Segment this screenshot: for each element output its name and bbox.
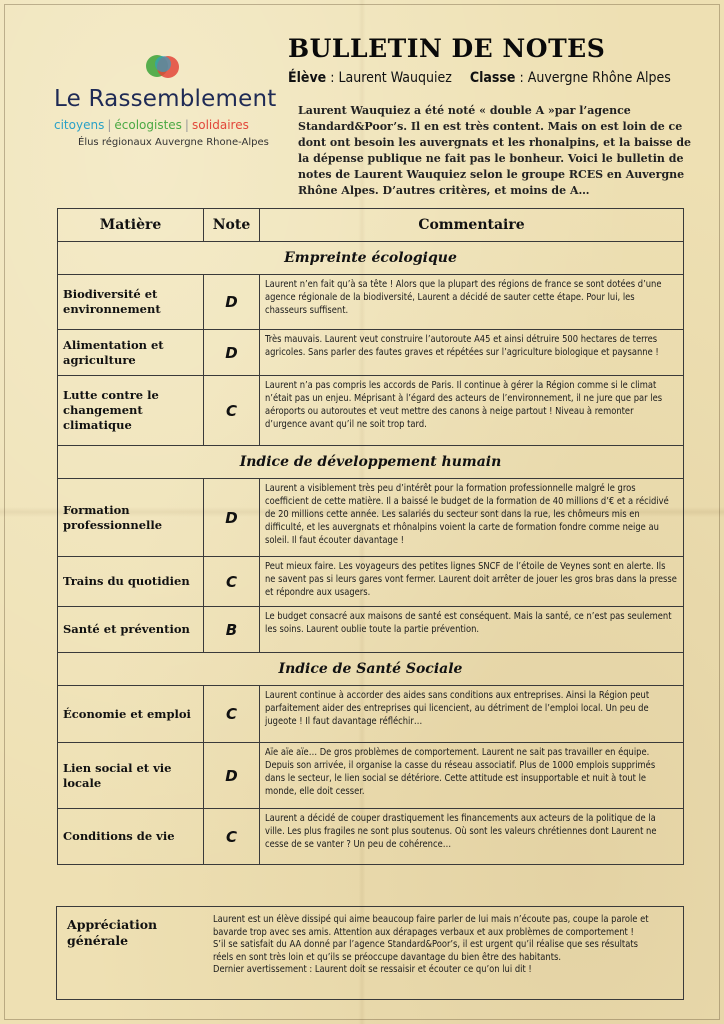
section-title: Empreinte écologique bbox=[58, 242, 684, 275]
grade-cell: B bbox=[204, 607, 260, 653]
grade-cell: D bbox=[204, 479, 260, 557]
comment-cell: Laurent a décidé de couper drastiquement les financements aux acteurs de la politique de la ville. Les plus fragiles ne sont plus soutenus. Où sont les valeurs chrétiennes dont Laurent ne cesse de se vanter ? Un peu de cohérence… bbox=[260, 809, 684, 865]
table-row bbox=[58, 607, 684, 653]
table-row bbox=[58, 330, 684, 376]
grade-cell: D bbox=[204, 743, 260, 809]
grade-cell: D bbox=[204, 275, 260, 330]
table-row bbox=[58, 376, 684, 446]
table-row bbox=[58, 743, 684, 809]
grade-cell: C bbox=[204, 809, 260, 865]
subject-cell: Conditions de vie bbox=[58, 809, 204, 865]
appreciation-label: Appréciation générale bbox=[67, 917, 158, 948]
appreciation-line: Laurent est un élève dissipé qui aime beaucoup faire parler de lui mais n’écoute pas, coupe la parole et bbox=[213, 914, 649, 925]
grade-cell: C bbox=[204, 557, 260, 607]
grade-cell: C bbox=[204, 376, 260, 446]
comment-cell: Aïe aïe aïe… De gros problèmes de comportement. Laurent ne sait pas travailler en équipe. Depuis son arrivée, il organise la casse du réseau associatif. Plus de 1000 emplois supprimés dans le secteur, le lien social se détériore. Cette attitude est insupportable et nuit à tout le monde, elle doit cesser. bbox=[260, 743, 684, 809]
logo-subtitle: Élus régionaux Auvergne Rhone-Alpes bbox=[78, 137, 269, 148]
subject-cell: Biodiversité et environnement bbox=[58, 275, 204, 330]
comment-cell: Laurent a visiblement très peu d’intérêt pour la formation professionnelle malgré le gros coefficient de cette matière. Il a baissé le budget de la formation de 40 millions d’€ et a récidivé de 20 millions cette année. Les salariés du secteur sont dans la rue, les chômeurs mis en difficulté, et les auvergnats et rhônalpins voient la carte de formation fondre comme neige au soleil. Il faut écouter davantage ! bbox=[260, 479, 684, 557]
tagline: citoyens | écologistes | solidaires bbox=[54, 118, 249, 132]
org-name: Le Rassemblement bbox=[54, 86, 277, 112]
subject-cell: Économie et emploi bbox=[58, 686, 204, 743]
subject-cell: Formation professionnelle bbox=[58, 479, 204, 557]
comment-cell: Laurent n’en fait qu’à sa tête ! Alors que la plupart des régions de france se sont dotées d’une agence régionale de la biodiversité, Laurent a décidé de sauter cette étape. Pour lui, les chasseurs suffisent. bbox=[260, 275, 684, 330]
table-header-row bbox=[58, 209, 684, 242]
header-subject: Matière bbox=[58, 209, 204, 242]
tagline-citoyens: citoyens bbox=[54, 118, 105, 132]
section-header bbox=[58, 242, 684, 275]
class-name: Auvergne Rhône Alpes bbox=[527, 70, 671, 86]
logo-circles-icon bbox=[144, 50, 184, 86]
student-name: Laurent Wauquiez bbox=[338, 70, 452, 86]
student-line: Élève : Laurent Wauquiez Classe : Auvergne Rhône Alpes bbox=[288, 70, 671, 86]
comment-cell: Très mauvais. Laurent veut construire l’autoroute A45 et ainsi détruire 500 hectares de terres agricoles. Sans parler des fautes graves et répétées sur l’agriculture biologique et paysanne ! bbox=[260, 330, 684, 376]
subject-cell: Santé et prévention bbox=[58, 607, 204, 653]
table-row bbox=[58, 479, 684, 557]
grade-cell: D bbox=[204, 330, 260, 376]
appreciation-text bbox=[213, 914, 673, 977]
section-title: Indice de Santé Sociale bbox=[58, 653, 684, 686]
section-header bbox=[58, 653, 684, 686]
tagline-solidaires: solidaires bbox=[191, 118, 249, 132]
section-header bbox=[58, 446, 684, 479]
subject-cell: Alimentation et agriculture bbox=[58, 330, 204, 376]
appreciation-line: S’il se satisfait du AA donné par l’agence Standard&Poor’s, il est urgent qu’il réalise que ses résultats bbox=[213, 939, 638, 950]
intro-text: Laurent Wauquiez a été noté « double A »par l’agence Standard&Poor’s. Il en est très content. Mais on est loin de ce dont ont besoin les auvergnats et les rhonalpins, et la baisse de la dépense publique ne fait pas le bonheur. Voici le bulletin de notes de Laurent Wauquiez selon le groupe RCES en Auvergne Rhône Alpes. D’autres critères, et moins de A… bbox=[298, 104, 692, 197]
subject-cell: Trains du quotidien bbox=[58, 557, 204, 607]
page-title: BULLETIN DE NOTES bbox=[288, 34, 606, 63]
appreciation-box bbox=[56, 906, 684, 1000]
comment-cell: Peut mieux faire. Les voyageurs des petites lignes SNCF de l’étoile de Veynes sont en alerte. Ils ne savent pas si leurs gares vont fermer. Laurent doit arrêter de jouer les gros bras dans la presse et répondre aux usagers. bbox=[260, 557, 684, 607]
grades-table bbox=[57, 208, 684, 865]
grade-cell: C bbox=[204, 686, 260, 743]
header-comment: Commentaire bbox=[260, 209, 684, 242]
subject-cell: Lien social et vie locale bbox=[58, 743, 204, 809]
subject-cell: Lutte contre le changement climatique bbox=[58, 376, 204, 446]
comment-cell: Le budget consacré aux maisons de santé est conséquent. Mais la santé, ce n’est pas seulement les soins. Laurent oublie toute la partie prévention. bbox=[260, 607, 684, 653]
header-grade: Note bbox=[204, 209, 260, 242]
appreciation-line: réels en sont très loin et qu’ils se préoccupe davantage du bien être des habitants. bbox=[213, 951, 561, 963]
class-label: Classe bbox=[469, 70, 516, 86]
student-label: Élève bbox=[288, 70, 327, 86]
comment-cell: Laurent continue à accorder des aides sans conditions aux entreprises. Ainsi la Région peut parfaitement aider des entreprises qui licencient, au détriment de l’emploi local. Un peu de jugeote ! Il faut davantage réfléchir… bbox=[260, 686, 684, 743]
table-row bbox=[58, 686, 684, 743]
table-row bbox=[58, 809, 684, 865]
table-row bbox=[58, 275, 684, 330]
comment-cell: Laurent n’a pas compris les accords de Paris. Il continue à gérer la Région comme si le climat n’était pas un enjeu. Méprisant à l’égard des acteurs de l’environnement, il ne jure que par les aéroports ou autoroutes et veut mettre des canons à neige partout ! Niveau à remonter d’urgence avant qu’il ne soit trop tard. bbox=[260, 376, 684, 446]
table-row bbox=[58, 557, 684, 607]
appreciation-line: bavarde trop avec ses amis. Attention aux dérapages verbaux et aux problèmes de comportement ! bbox=[213, 926, 634, 938]
logo bbox=[54, 50, 284, 160]
section-title: Indice de développement humain bbox=[58, 446, 684, 479]
tagline-ecologistes: écologistes bbox=[114, 118, 182, 132]
appreciation-line: Dernier avertissement : Laurent doit se ressaisir et écouter ce qu’on lui dit ! bbox=[213, 964, 532, 975]
